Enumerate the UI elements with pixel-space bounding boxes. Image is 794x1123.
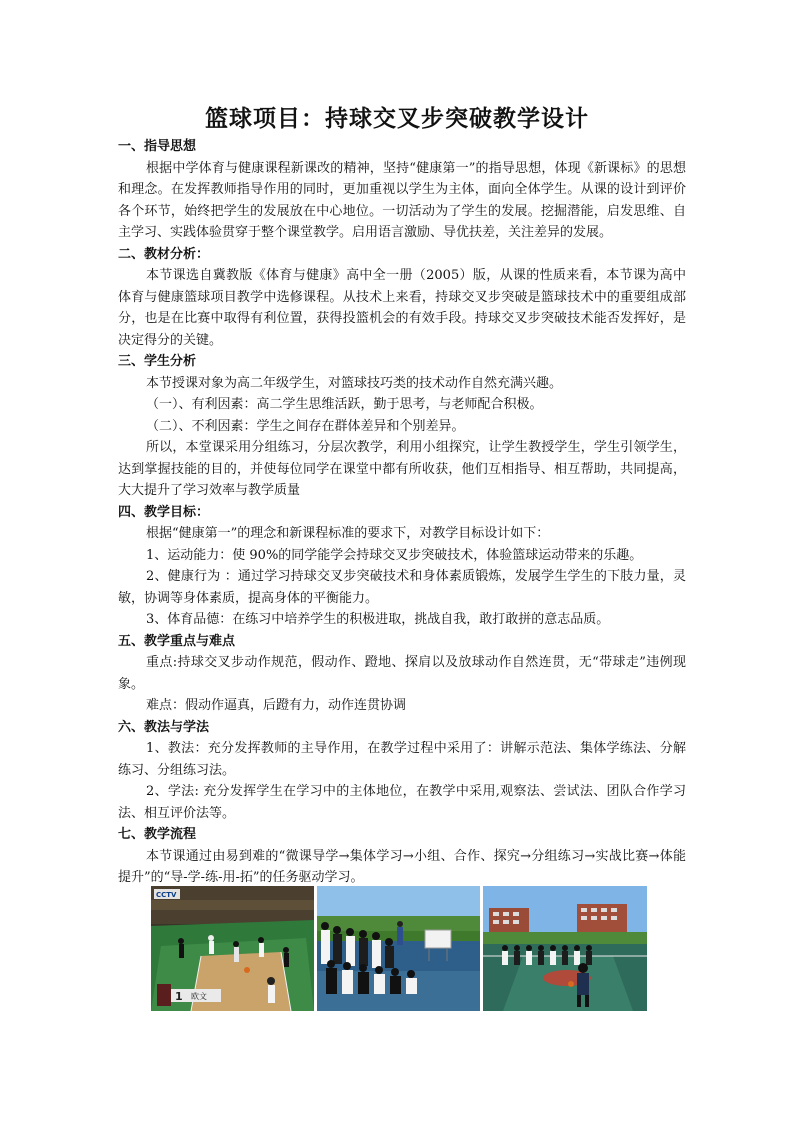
- practice-image: [483, 886, 647, 1011]
- paragraph: 3、体育品德：在练习中培养学生的积极进取，挑战自我，敢打敢拼的意志品质。: [146, 612, 610, 627]
- section-heading: 六、教法与学法: [118, 719, 210, 735]
- photo-class-gathering: [317, 886, 480, 1011]
- caption-number: 1: [175, 990, 183, 1003]
- paragraph: 本节授课对象为高二年级学生，对篮球技巧类的技术动作自然充满兴趣。: [146, 375, 563, 391]
- paragraph: （一）、有利因素：高二学生思维活跃，勤于思考，与老师配合积极。: [146, 397, 543, 412]
- section-heading: 三、学生分析: [118, 354, 197, 369]
- paragraph: 难点：假动作逼真，后蹬有力，动作连贯协调: [146, 698, 407, 713]
- paragraph: 根据“健康第一”的理念和新课程标准的要求下，对教学目标设计如下：: [146, 526, 550, 541]
- paragraph: 所以，本堂课采用分组练习，分层次教学，利用小组探究，让学生教授学生，学生引领学生，达到掌握技能的目的，并使每位同学在课堂中都有所收获，他们互相指导、相互帮助，共同提高，大大提升了学习效率与教学质量: [118, 440, 686, 498]
- caption-name: 欧文: [191, 992, 207, 1001]
- paragraph: 2、学法: 充分发挥学生在学习中的主体地位，在教学中采用,观察法、尝试法、团队合作学习法、相互评价法等。: [118, 784, 686, 821]
- section-heading: 四、教学目标：: [118, 504, 210, 520]
- section-heading: 二、教材分析：: [118, 246, 210, 262]
- paragraph: 1、运动能力：使 90%的同学能学会持球交叉步突破技术，体验篮球运动带来的乐趣。: [146, 547, 643, 563]
- paragraph: （二）、不利因素：学生之间存在群体差异和个别差异。: [146, 418, 465, 434]
- paragraph: 2、健康行为 ：通过学习持球交叉步突破技术和身体素质锻炼，发展学生学生的下肢力量，灵敏，协调等身体素质，提高身体的平衡能力。: [118, 569, 686, 606]
- photo-nba-broadcast: [151, 886, 314, 1011]
- class-image: [317, 886, 480, 1011]
- paragraph: 本节课通过由易到难的“微课导学→集体学习→小组、合作、探究→分组练习→实战比赛→体能提升”的“导-学-练-用-拓”的任务驱动学习。: [118, 848, 686, 885]
- document-title: 篮球项目：持球交叉步突破教学设计: [205, 105, 589, 132]
- section-heading: 七、教学流程: [118, 827, 197, 842]
- document-body: [118, 136, 686, 889]
- paragraph: 本节课选自冀教版《体育与健康》高中全一册（2005）版，从课的性质来看，本节课为高中体育与健康篮球项目教学中选修课程。从技术上来看，持球交叉步突破是篮球技术中的重要组成部分，也是在比赛中取得有利位置，获得投篮机会的有效手段。持球交叉步突破技术能否发挥好，是决定得分的关键。: [118, 268, 686, 348]
- paragraph: 1、教法：充分发挥教师的主导作用，在教学过程中采用了：讲解示范法、集体学练法、分解练习、分组练习法。: [118, 741, 686, 778]
- photo-group-practice: [483, 886, 647, 1011]
- paragraph: 根据中学体育与健康课程新课改的精神，坚持“健康第一”的指导思想，体现《新课标》的思想和理念。在发挥教师指导作用的同时，更加重视以学生为主体，面向全体学生。从课的设计到评价各个环节，始终把学生的发展放在中心地位。一切活动为了学生的发展。挖掘潜能，启发思维、自主学习、实践体验贯穿于整个课堂教学。启用语言激励、导优扶差，关注差异的发展。: [118, 160, 686, 240]
- paragraph: 重点:持球交叉步动作规范，假动作、蹬地、探肩以及放球动作自然连贯，无“带球走”违例现象。: [118, 655, 686, 692]
- section-heading: 五、教学重点与难点: [118, 633, 236, 649]
- section-heading: 一、指导思想: [118, 139, 197, 154]
- broadcast-image: [151, 886, 314, 1011]
- cctv-logo: CCTV: [156, 891, 177, 899]
- photo-strip: [151, 886, 647, 1011]
